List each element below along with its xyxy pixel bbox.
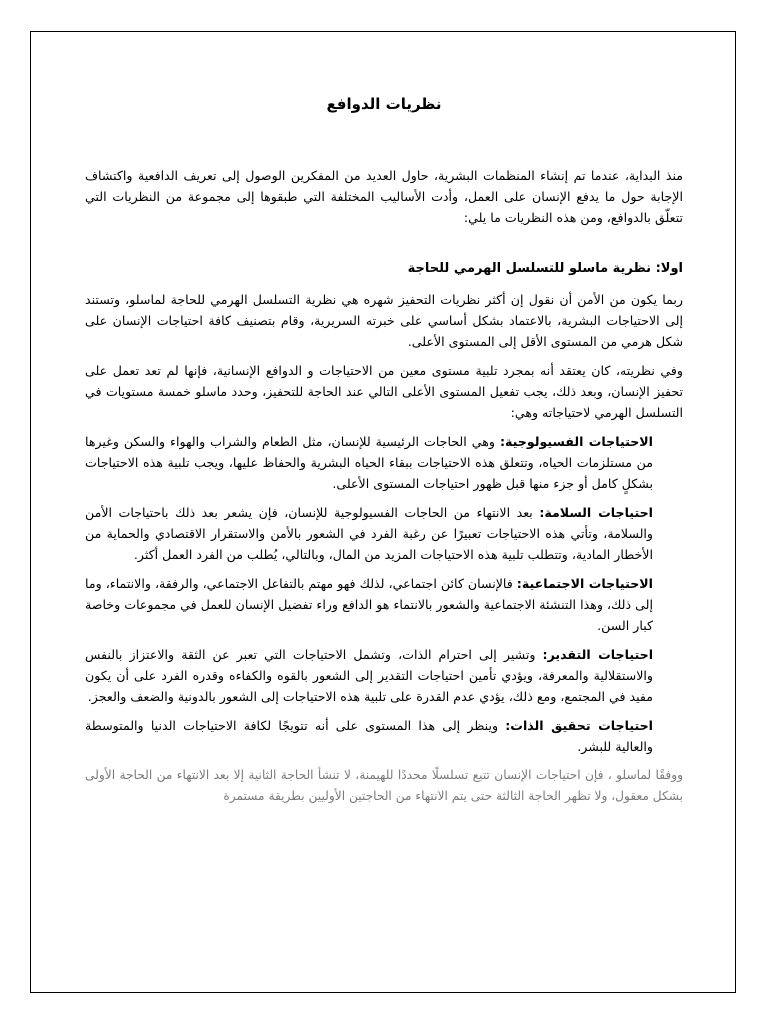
need-safety (85, 502, 683, 565)
need-text: وهي الحاجات الرئيسية للإنسان، مثل الطعام والشراب والهواء والسكن وغيرها من مستلزمات الحياه، وتتعلق هذه الاحتياجات ببقاء الحياه البشرية والحفاظ عليها، ويجب تلبية هذه الاحتياجات بشكلٍ كامل أو جزء منها قبل ظهور احتياجات المستوى الأعلى. (85, 434, 653, 491)
need-self-actualization (85, 715, 683, 757)
need-text: بعد الانتهاء من الحاجات الفسيولوجية للإنسان، فإن يشعر بعد ذلك باحتياجات الأمن والسلامة، وتأتي هذه الاحتياجات تعبيرًا عن رغبة الفرد في الشعور بالأمن والاستقرار الاقتصادي والحماية من الأخطار المادية، وتتطلب تلبية هذه الاحتياجات المزيد من المال، وبالتالي، يُطلب من الفرد العمل أكثر. (85, 505, 653, 562)
intro-paragraph: منذ البداية، عندما تم إنشاء المنظمات البشرية، حاول العديد من المفكرين الوصول إلى تعريف الدافعية واكتشاف الإجابة حول ما يدفع الإنسان على العمل، وأدت الأساليب المختلفة التي طبقوها إلى مجموعة من النظريات التي تتعلّق بالدوافع، ومن هذه النظريات ما يلي: (85, 168, 683, 225)
need-label: الاحتياجات الاجتماعية: (516, 576, 653, 591)
need-label: احتياجات تحقيق الذات: (505, 718, 653, 733)
need-esteem (85, 644, 683, 707)
need-label: احتياجات التقدير: (542, 647, 654, 662)
need-label: احتياجات السلامة: (539, 505, 653, 520)
need-social (85, 573, 683, 636)
document-title: نظريات الدوافع (326, 95, 442, 113)
need-text: وينظر إلى هذا المستوى على أنه تتويجًا لكافة الاحتياجات الدنيا والمتوسطة والعالية للبشر. (85, 718, 653, 754)
maslow-paragraph-1: ربما يكون من الأمن أن نقول إن أكثر نظريات التحفيز شهره هي نظرية التسلسل الهرمي للحاجة لماسلو، وتستند إلى الاحتياجات البشرية، بالاعتماد بشكل أساسي على خبرته السريرية، وقام بتصنيف كافة احتياجات الإنسان على شكل هرمي من المستوى الأقل إلى المستوى الأعلى. (85, 292, 683, 349)
need-label: الاحتياجات الفسيولوجية: (499, 434, 654, 449)
need-text: وتشير إلى احترام الذات، وتشمل الاحتياجات التي تعبر عن الثقة والاعتزاز بالنفس والاستقلالية والمعرفة، ويؤدي تأمين احتياجات التقدير إلى الشعور بالقوه والكفاءه وقدره الفرد على أن يكون مفيد في المجتمع، ومع ذلك، يؤدي عدم القدرة على تلبية هذه الاحتياجات إلى الشعور بالدونية والضعف والعجز. (85, 647, 653, 704)
maslow-paragraph-2: وفي نظريته، كان يعتقد أنه بمجرد تلبية مستوى معين من الاحتياجات و الدوافع الإنسانية، فإنها لم تعد تعمل على تحفيز الإنسان، وبعد ذلك، يجب تفعيل المستوى الأعلى التالي عند الحاجة للتحفيز، وحدد ماسلو خمسة مستويات في التسلسل الهرمي لاحتياجاته وهي: (85, 363, 683, 420)
need-physiological (85, 431, 683, 494)
maslow-paragraph-3: ووفقًا لماسلو ، فإن احتياجات الإنسان تتبع تسلسلًا محددًا للهيمنة، لا تنشأ الحاجة الثانية إلا بعد الانتهاء من الحاجة الأولى بشكل معقول، ولا تظهر الحاجة الثالثة حتى يتم الانتهاء من الحاجتين الأوليين بطريقة مستمرة (85, 768, 683, 803)
need-text: فالإنسان كائن اجتماعي، لذلك فهو مهتم بالتفاعل الاجتماعي، والرفقة، والانتماء، وما إلى ذلك، وهذا التنشئة الاجتماعية والشعور بالانتماء هو الدافع وراء تفضيل الإنسان للعمل في مجموعات وخاصة كبار السن. (85, 576, 653, 633)
document-body (85, 95, 683, 807)
section-heading-maslow: اولا: نظرية ماسلو للتسلسل الهرمي للحاجة (407, 261, 683, 276)
